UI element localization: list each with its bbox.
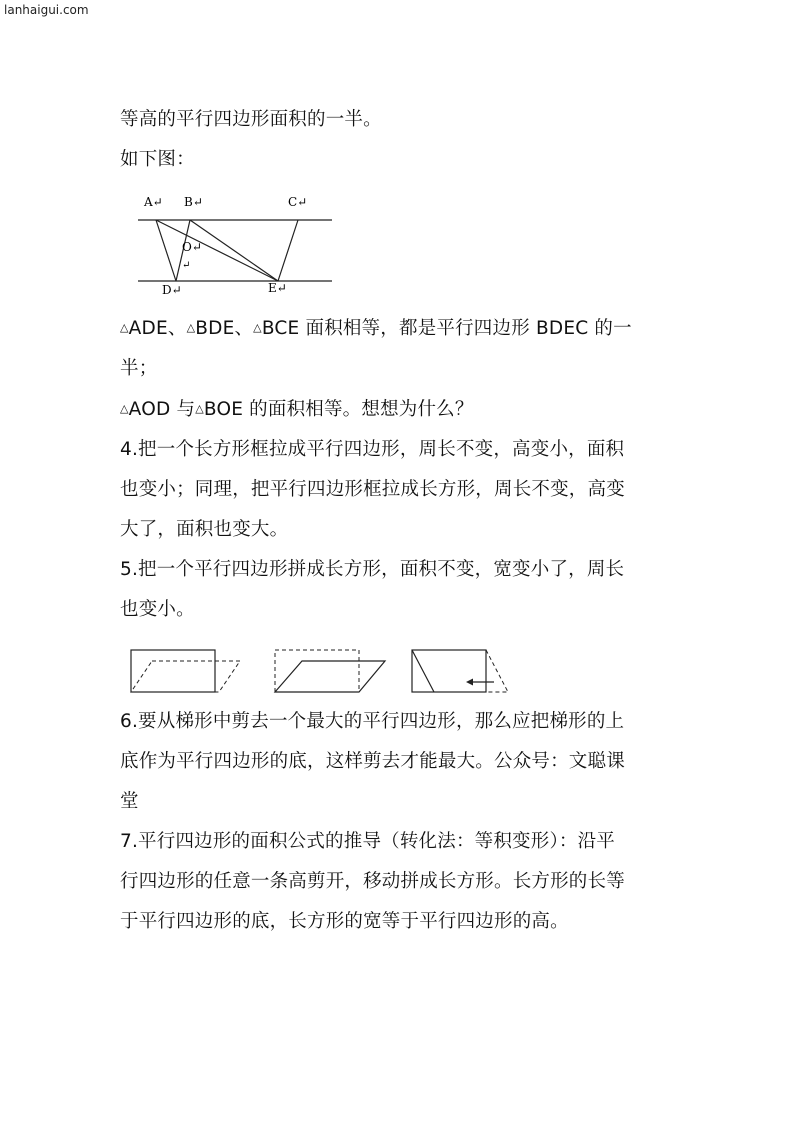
paragraph-triangles-equal-end: 半； xyxy=(120,358,158,379)
document-body xyxy=(120,100,665,942)
parallelogram-to-rectangle-figures xyxy=(120,648,520,694)
item-4-line-2: 也变小；同理，把平行四边形框拉成长方形，周长不变，高变 xyxy=(120,479,625,500)
item-6-line-2: 底作为平行四边形的底，这样剪去才能最大。公众号：文聪课 xyxy=(120,751,625,772)
label-A: A↵ xyxy=(144,195,163,209)
item-5-line-2: 也变小。 xyxy=(120,599,195,620)
triangle-icon: △ xyxy=(120,402,129,415)
label-D: D↵ xyxy=(162,283,182,297)
label-C: C↵ xyxy=(288,195,308,209)
figure-rect-cut-and-move xyxy=(412,650,508,692)
label-O: O↵ xyxy=(182,240,202,254)
label-E: E↵ xyxy=(268,281,287,295)
segment-BE xyxy=(190,220,278,281)
paragraph-2: 如下图： xyxy=(120,149,195,170)
figure-rect-with-dashed-parallelogram xyxy=(131,650,240,692)
segment-CE xyxy=(278,220,298,281)
paragraph-aod-boe: △AOD 与△BOE 的面积相等。想想为什么？ xyxy=(120,399,474,420)
paragraph-1: 等高的平行四边形面积的一半。 xyxy=(120,109,382,130)
label-mark: ↵ xyxy=(182,260,191,271)
site-watermark: lanhaigui.com xyxy=(4,3,89,17)
item-6-line-3: 堂 xyxy=(120,791,139,812)
paragraph-triangles-equal: △ADE、△BDE、△BCE 面积相等，都是平行四边形 BDEC 的一 xyxy=(120,318,632,339)
triangle-icon: △ xyxy=(195,402,204,415)
triangle-icon: △ xyxy=(186,321,196,334)
item-5-line-1: 5.把一个平行四边形拼成长方形，面积不变，宽变小了，周长 xyxy=(120,559,625,580)
item-7-line-3: 于平行四边形的底，长方形的宽等于平行四边形的高。 xyxy=(120,911,569,932)
item-4-line-3: 大了，面积也变大。 xyxy=(120,519,289,540)
triangle-icon: △ xyxy=(253,321,262,334)
triangle-icon: △ xyxy=(120,321,129,334)
item-4-line-1: 4.把一个长方形框拉成平行四边形，周长不变，高变小，面积 xyxy=(120,439,625,460)
segment-AE xyxy=(156,220,278,281)
arrow-head-icon xyxy=(466,679,473,686)
figure-dashed-rect-with-parallelogram xyxy=(275,650,385,692)
parallel-lines-triangles-figure xyxy=(120,188,350,298)
label-B: B↵ xyxy=(184,195,203,209)
item-6-line-1: 6.要从梯形中剪去一个最大的平行四边形，那么应把梯形的上 xyxy=(120,711,625,732)
item-7-line-2: 行四边形的任意一条高剪开，移动拼成长方形。长方形的长等 xyxy=(120,871,625,892)
item-7-line-1: 7.平行四边形的面积公式的推导（转化法：等积变形）：沿平 xyxy=(120,831,616,852)
